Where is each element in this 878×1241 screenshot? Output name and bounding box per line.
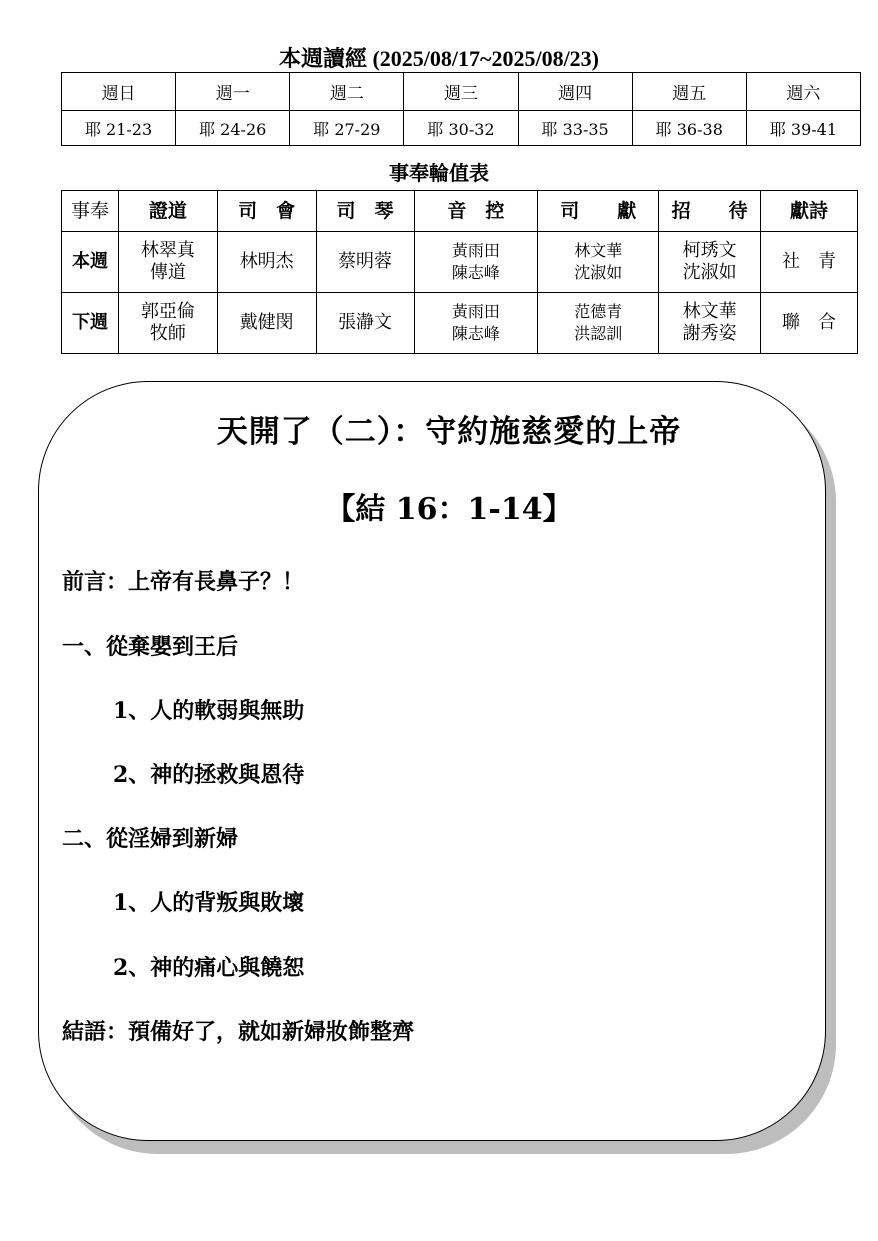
header-host: 司 會 xyxy=(217,191,316,232)
next-week-usher xyxy=(659,293,761,354)
header-sound: 音 控 xyxy=(414,191,538,232)
sermon-point-1-1: 1、人的軟弱與無助 xyxy=(113,698,305,724)
next-week-usher-1: 林文華 xyxy=(682,301,737,322)
next-week-offering xyxy=(538,293,659,354)
sermon-point-2-1: 1、人的背叛與敗壞 xyxy=(113,890,305,916)
day-sat: 週六 xyxy=(746,73,860,111)
day-thu: 週四 xyxy=(518,73,632,111)
passage-fri: 耶 36-38 xyxy=(632,111,746,146)
sermon-intro: 前言：上帝有長鼻子？！ xyxy=(62,569,305,595)
next-week-row xyxy=(62,293,858,354)
next-week-choir: 聯 合 xyxy=(761,293,858,354)
next-week-sound xyxy=(414,293,538,354)
this-week-usher-2: 沈淑如 xyxy=(682,262,737,283)
next-week-preacher-title: 牧師 xyxy=(149,323,186,344)
this-week-usher-1: 柯琇文 xyxy=(682,240,737,261)
next-week-preacher-name: 郭亞倫 xyxy=(140,301,195,322)
header-choir: 獻詩 xyxy=(761,191,858,232)
day-sun: 週日 xyxy=(62,73,176,111)
passage-sat: 耶 39-41 xyxy=(746,111,860,146)
sermon-point-1-2: 2、神的拯救與恩待 xyxy=(113,762,305,788)
day-mon: 週一 xyxy=(176,73,290,111)
this-week-host: 林明杰 xyxy=(217,232,316,293)
passage-wed: 耶 30-32 xyxy=(404,111,518,146)
next-week-offering-1: 范德青 xyxy=(574,302,623,321)
next-week-offering-2: 洪認訓 xyxy=(574,324,623,343)
this-week-pianist: 蔡明蓉 xyxy=(316,232,414,293)
reading-table xyxy=(61,72,861,146)
this-week-usher xyxy=(659,232,761,293)
this-week-offering xyxy=(538,232,659,293)
next-week-sound-1: 黃雨田 xyxy=(451,302,500,321)
duty-table xyxy=(61,190,858,354)
next-week-host: 戴健閔 xyxy=(217,293,316,354)
sermon-conclusion: 結語：預備好了，就如新婦妝飾整齊 xyxy=(62,1019,415,1045)
this-week-offering-2: 沈淑如 xyxy=(574,263,623,282)
duty-title: 事奉輪值表 xyxy=(389,161,489,185)
sermon-title: 天開了（二）：守約施慈愛的上帝 xyxy=(216,414,682,450)
day-wed: 週三 xyxy=(404,73,518,111)
passage-sun: 耶 21-23 xyxy=(62,111,176,146)
header-service: 事奉 xyxy=(62,191,119,232)
this-week-sound-2: 陳志峰 xyxy=(451,263,500,282)
day-fri: 週五 xyxy=(632,73,746,111)
this-week-row xyxy=(62,232,858,293)
sermon-point-2-2: 2、神的痛心與饒恕 xyxy=(113,955,305,981)
sermon-reference: 【結 16：1-14】 xyxy=(325,492,573,527)
header-preacher: 證道 xyxy=(118,191,217,232)
this-week-sound-1: 黃雨田 xyxy=(451,241,500,260)
reading-title: 本週讀經 (2025/08/17~2025/08/23) xyxy=(278,46,600,71)
this-week-choir: 社 青 xyxy=(761,232,858,293)
this-week-preacher-name: 林翠真 xyxy=(140,240,195,261)
sermon-point-1: 一、從棄嬰到王后 xyxy=(62,634,239,660)
header-pianist: 司 琴 xyxy=(316,191,414,232)
next-week-pianist: 張瀞文 xyxy=(316,293,414,354)
header-offering: 司 獻 xyxy=(538,191,659,232)
next-week-usher-2: 謝秀姿 xyxy=(682,323,737,344)
passage-mon: 耶 24-26 xyxy=(176,111,290,146)
day-tue: 週二 xyxy=(290,73,404,111)
header-usher: 招 待 xyxy=(659,191,761,232)
sermon-point-2: 二、從淫婦到新婦 xyxy=(62,826,239,852)
next-week-label: 下週 xyxy=(62,293,119,354)
next-week-sound-2: 陳志峰 xyxy=(451,324,500,343)
next-week-preacher xyxy=(118,293,217,354)
this-week-label: 本週 xyxy=(62,232,119,293)
this-week-offering-1: 林文華 xyxy=(574,241,623,260)
passage-tue: 耶 27-29 xyxy=(290,111,404,146)
passage-thu: 耶 33-35 xyxy=(518,111,632,146)
this-week-preacher-title: 傳道 xyxy=(149,262,186,283)
this-week-preacher xyxy=(118,232,217,293)
this-week-sound xyxy=(414,232,538,293)
